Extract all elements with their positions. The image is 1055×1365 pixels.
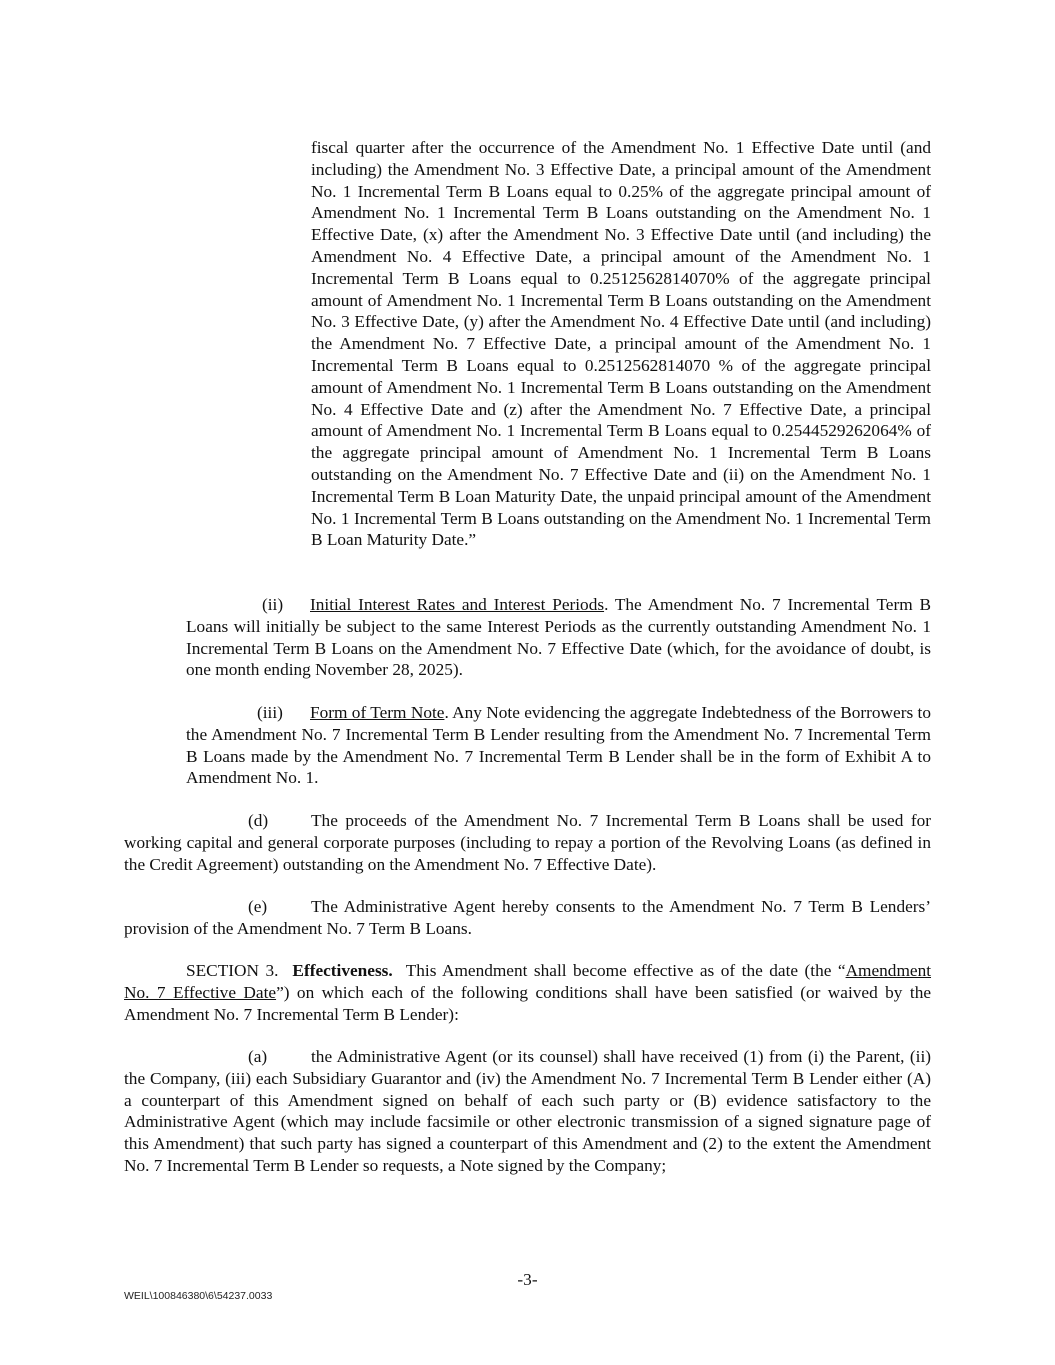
paragraph-iii-text: . Any Note evidencing the aggregate Indebtedness of the Borrowers to the Amendment No. 7 Incremental Term B Lender resulting from the Amendment No. 7 Incremental Term B Loans made by the Amendment No. 7 Incremental Term B Lender shall be in the form of Exhibit A to Amendment No. 1. [186, 703, 931, 788]
paragraph-a-number: (a) [248, 1047, 268, 1066]
section-3-text-after: ”) on which each of the following conditions shall have been satisfied (or waived by the Amendment No. 7 Incremental Term B Lender): [124, 982, 932, 1024]
paragraph-e-text: The Administrative Agent hereby consents to the Amendment No. 7 Term B Lenders’ provision of the Amendment No. 7 Term B Loans. [124, 897, 931, 938]
section-3-heading: Effectiveness. [292, 961, 393, 980]
paragraph-d-number: (d) [248, 811, 269, 830]
paragraph-d-text: The proceeds of the Amendment No. 7 Incremental Term B Loans shall be used for working capital and general corporate purposes (including to repay a portion of the Revolving Loans (as defined in the Credit Agreement) outstanding on the Amendment No. 7 Effective Date). [124, 811, 931, 874]
continuation-paragraph [311, 137, 931, 551]
paragraph-e-number: (e) [248, 897, 268, 916]
paragraph-ii-text: . The Amendment No. 7 Incremental Term B Loans will initially be subject to the same Interest Periods as the currently outstanding Amendment No. 1 Incremental Term B Loans on the Amendment No. 7 Effective Date (which, for the avoidance of doubt, is one month ending November 28, 2025). [186, 595, 931, 680]
paragraph-e [124, 896, 931, 940]
paragraph-ii-heading: Initial Interest Rates and Interest Periods [310, 595, 605, 614]
paragraph-a-text: the Administrative Agent (or its counsel) shall have received (1) from (i) the Parent, (ii) the Company, (iii) each Subsidiary Guarantor and (iv) the Amendment No. 7 Incremental Term B Lender either (A) a counterpart of this Amendment signed on behalf of each such party or (B) evidence satisfactory to the Administrative Agent (which may include facsimile or other electronic transmission of a signed signature page of this Amendment) that such party has signed a counterpart of this Amendment and (2) to the extent the Amendment No. 7 Incremental Term B Lender so requests, a Note signed by the Company; [124, 1047, 931, 1175]
section-3 [124, 960, 931, 1025]
paragraph-ii [186, 594, 931, 681]
document-id: WEIL\100846380\6\54237.0033 [124, 1290, 273, 1302]
paragraph-iii-heading: Form of Term Note [310, 703, 445, 722]
paragraph-a [124, 1046, 931, 1177]
paragraph-iii [186, 702, 931, 789]
section-3-text-before: This Amendment shall become effective as of the date (the “ [405, 961, 846, 980]
paragraph-ii-number: (ii) [262, 595, 284, 614]
continuation-text: fiscal quarter after the occurrence of the Amendment No. 1 Effective Date until (and including) the Amendment No. 3 Effective Date, a principal amount of the Amendment No. 1 Incremental Term B Loans equal to 0.25% of the aggregate principal amount of Amendment No. 1 Incremental Term B Loans outstanding on the Amendment No. 1 Effective Date, (x) after the Amendment No. 3 Effective Date until (and including) the Amendment No. 4 Effective Date, a principal amount of the Amendment No. 1 Incremental Term B Loans equal to 0.2512562814070% of the aggregate principal amount of Amendment No. 1 Incremental Term B Loans outstanding on the Amendment No. 3 Effective Date, (y) after the Amendment No. 4 Effective Date until (and including) the Amendment No. 7 Effective Date, a principal amount of the Amendment No. 1 Incremental Term B Loans equal to 0.2512562814070 % of the aggregate principal amount of Amendment No. 1 Incremental Term B Loans outstanding on the Amendment No. 4 Effective Date and (z) after the Amendment No. 7 Effective Date, a principal amount of Amendment No. 1 Incremental Term B Loans equal to 0.2544529262064% of the aggregate principal amount of Amendment No. 1 Incremental Term B Loans outstanding on the Amendment No. 7 Effective Date and (ii) on the Amendment No. 1 Incremental Term B Loan Maturity Date, the unpaid principal amount of the Amendment No. 1 Incremental Term B Loans outstanding on the Amendment No. 1 Incremental Term B Loan Maturity Date.” [311, 138, 931, 550]
paragraph-d [124, 810, 931, 875]
page-number: -3- [517, 1270, 538, 1289]
section-3-defined-term: Amendment No. 7 Effective Date [124, 961, 932, 1002]
paragraph-iii-number: (iii) [257, 703, 283, 722]
section-3-label: SECTION 3. [186, 961, 279, 980]
